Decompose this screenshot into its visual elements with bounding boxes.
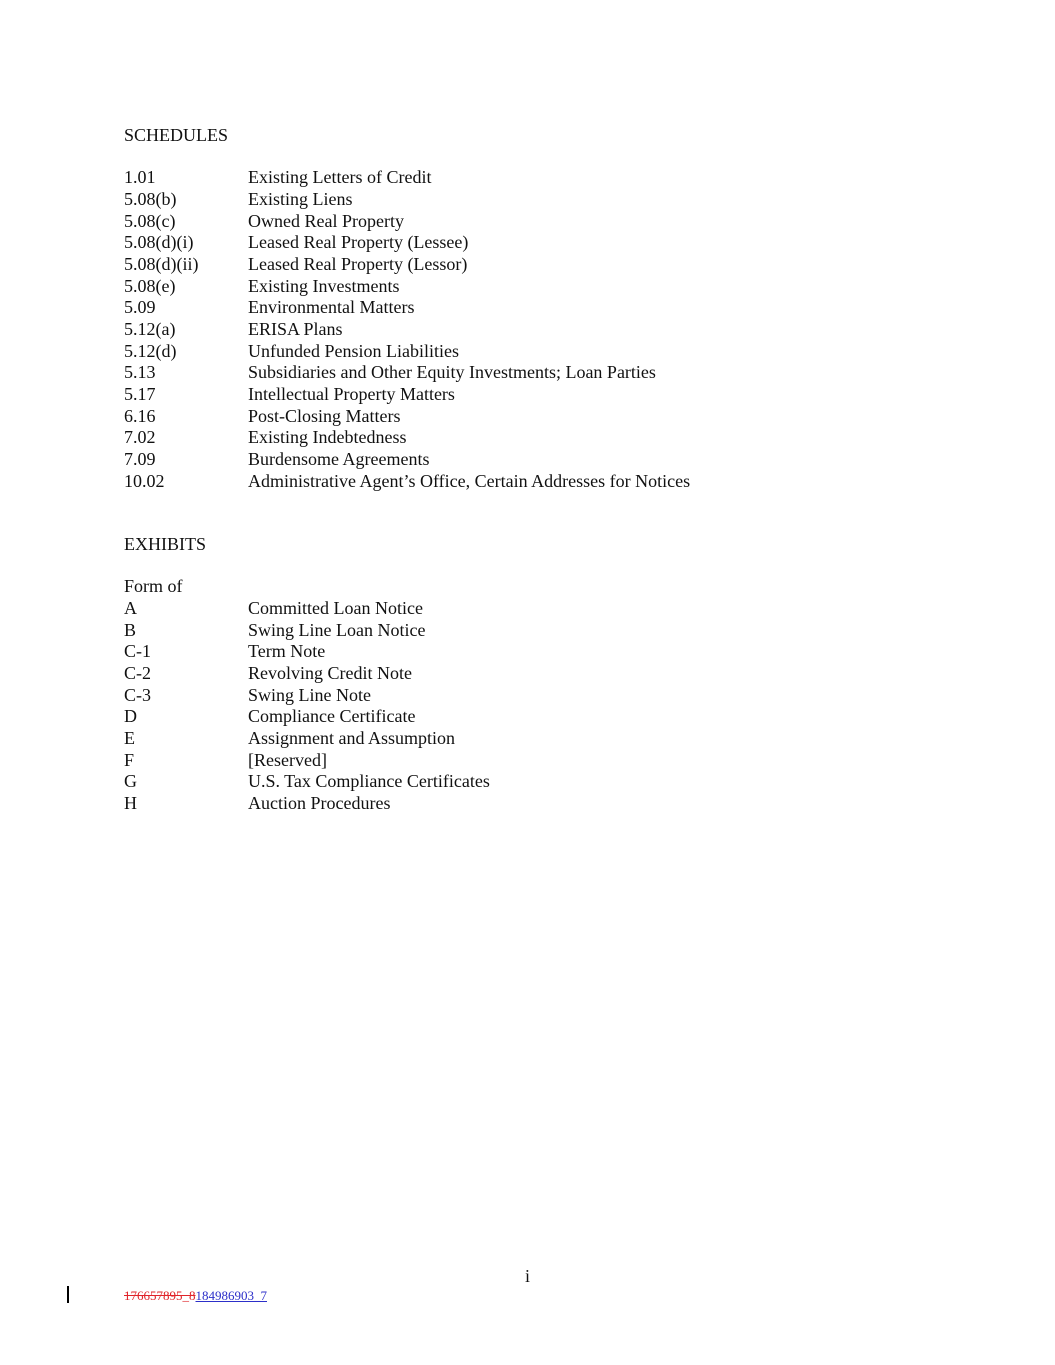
deleted-doc-id: 176657895_8	[124, 1288, 196, 1303]
exhibits-heading: EXHIBITS	[124, 534, 206, 554]
schedule-number: 5.09	[124, 297, 156, 318]
schedule-title: Existing Investments	[248, 275, 400, 296]
exhibit-row	[124, 706, 490, 728]
exhibit-letter: C-2	[124, 662, 151, 683]
schedule-row	[124, 276, 690, 298]
exhibit-letter: H	[124, 793, 137, 814]
schedule-number: 7.09	[124, 449, 156, 470]
inserted-doc-id: 184986903_7	[195, 1288, 267, 1303]
schedule-title: Environmental Matters	[248, 297, 415, 318]
schedule-row	[124, 232, 690, 254]
schedule-row	[124, 297, 690, 319]
schedule-row	[124, 211, 690, 233]
exhibit-title: U.S. Tax Compliance Certificates	[248, 771, 490, 792]
schedules-heading: SCHEDULES	[124, 125, 229, 145]
schedule-number: 6.16	[124, 405, 156, 426]
schedule-title: Existing Letters of Credit	[248, 167, 432, 188]
schedule-number: 5.12(a)	[124, 319, 176, 339]
exhibit-row	[124, 685, 490, 707]
schedule-title: Owned Real Property	[248, 210, 404, 231]
schedule-title: Administrative Agent’s Office, Certain Addresses for Notices	[248, 470, 691, 491]
schedule-row	[124, 189, 690, 211]
schedule-row	[124, 406, 690, 428]
schedule-number: 5.08(c)	[124, 210, 176, 231]
schedule-row	[124, 254, 690, 276]
schedule-title: Intellectual Property Matters	[248, 384, 455, 405]
exhibit-title: Swing Line Note	[248, 684, 371, 705]
exhibit-row	[124, 728, 490, 750]
page-number: i	[524, 1266, 530, 1286]
schedules-section	[124, 125, 690, 493]
exhibits-list	[124, 576, 490, 815]
exhibits-section	[124, 534, 490, 815]
schedule-number: 1.01	[124, 167, 156, 188]
schedule-title: ERISA Plans	[248, 319, 343, 339]
schedule-title: Existing Liens	[248, 188, 353, 209]
schedule-row	[124, 449, 690, 471]
schedule-row	[124, 362, 690, 384]
exhibit-title: Compliance Certificate	[248, 706, 416, 727]
schedule-row	[124, 471, 690, 493]
schedule-title: Existing Indebtedness	[248, 427, 407, 448]
schedule-title: Post-Closing Matters	[248, 405, 401, 426]
exhibit-row	[124, 750, 490, 772]
exhibit-letter: A	[124, 597, 137, 618]
schedule-number: 5.12(d)	[124, 340, 177, 361]
exhibit-row	[124, 793, 490, 815]
exhibit-title: Swing Line Loan Notice	[248, 619, 426, 640]
form-of-label: Form of	[124, 576, 183, 597]
schedule-number: 10.02	[124, 470, 165, 491]
schedule-number: 5.08(e)	[124, 275, 176, 296]
schedule-row	[124, 427, 690, 449]
form-of-row	[124, 576, 490, 598]
exhibit-letter: E	[124, 728, 135, 748]
exhibit-row	[124, 641, 490, 663]
schedule-row	[124, 167, 690, 189]
exhibit-row	[124, 663, 490, 685]
schedule-number: 5.13	[124, 362, 156, 383]
schedule-number: 5.08(d)(i)	[124, 232, 194, 253]
exhibit-letter: F	[124, 749, 135, 770]
revision-change-bar	[67, 1286, 69, 1303]
schedule-title: Subsidiaries and Other Equity Investments; Loan Parties	[248, 362, 656, 383]
exhibit-row	[124, 771, 490, 793]
schedule-number: 7.02	[124, 427, 156, 448]
exhibit-letter: B	[124, 619, 137, 640]
exhibit-title: [Reserved]	[248, 749, 327, 770]
exhibit-letter: D	[124, 706, 137, 727]
exhibit-letter: C-3	[124, 684, 151, 705]
exhibit-letter: C-1	[124, 641, 151, 662]
exhibit-letter: G	[124, 771, 137, 792]
exhibit-title: Term Note	[248, 641, 326, 662]
schedule-title: Burdensome Agreements	[248, 449, 430, 470]
schedule-title: Leased Real Property (Lessor)	[248, 253, 468, 274]
schedules-list	[124, 167, 690, 492]
exhibit-title: Committed Loan Notice	[248, 597, 423, 618]
exhibit-title: Assignment and Assumption	[248, 728, 456, 748]
schedule-row	[124, 384, 690, 406]
schedule-number: 5.08(b)	[124, 188, 177, 209]
exhibit-row	[124, 598, 490, 620]
schedule-row	[124, 319, 690, 341]
schedule-number: 5.17	[124, 384, 156, 405]
exhibit-row	[124, 620, 490, 642]
schedule-row	[124, 341, 690, 363]
document-id	[124, 1288, 267, 1303]
schedule-title: Leased Real Property (Lessee)	[248, 232, 469, 253]
exhibit-title: Auction Procedures	[248, 793, 391, 814]
schedule-title: Unfunded Pension Liabilities	[248, 340, 459, 361]
schedule-number: 5.08(d)(ii)	[124, 253, 199, 274]
exhibit-title: Revolving Credit Note	[248, 662, 412, 683]
